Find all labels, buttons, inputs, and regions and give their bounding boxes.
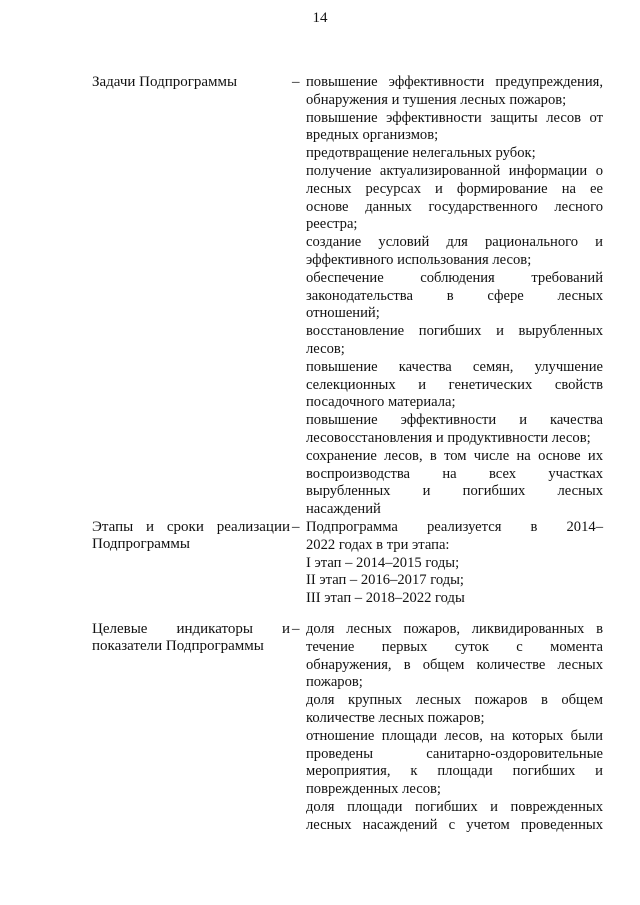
label-line: Задачи Подпрограммы [92, 74, 238, 90]
item-line: реестра; [306, 216, 358, 233]
list-item [306, 74, 603, 110]
list-item [306, 590, 603, 608]
item-line: проведены санитарно-оздоровительные [306, 745, 603, 762]
item-line: вырубленных и погибших лесных [306, 483, 603, 500]
item-line: обнаружения и тушения лесных пожаров; [306, 91, 567, 108]
item-line: доля крупных лесных пожаров в общем [306, 692, 603, 709]
item-line: отношение площади лесов, на которых были [306, 727, 603, 744]
section-label [92, 621, 290, 655]
item-line: мероприятия, к площади погибших и [306, 763, 603, 780]
item-line: предотвращение нелегальных рубок; [306, 145, 536, 162]
item-line: получение актуализированной информации о [306, 162, 603, 179]
item-line: лесовосстановления и продуктивности лесов; [306, 429, 591, 446]
list-item [306, 234, 603, 270]
list-item [306, 110, 603, 146]
item-line: доля лесных пожаров, ликвидированных в [306, 621, 603, 637]
item-line: повышение эффективности и качества [306, 412, 603, 429]
label-line: Этапы и сроки реализации [92, 519, 290, 535]
item-line: вредных организмов; [306, 127, 439, 144]
section-content [306, 621, 603, 835]
item-line: Подпрограмма реализуется в 2014– [306, 519, 603, 535]
item-line: лесных насаждений с учетом проведенных [306, 816, 603, 833]
item-line: основе данных государственного лесного [306, 198, 603, 215]
item-line: посадочного материала; [306, 394, 456, 411]
item-line: обеспечение соблюдения требований [306, 269, 603, 286]
list-item [306, 572, 603, 590]
item-line: II этап – 2016–2017 годы; [306, 572, 464, 589]
page-number: 14 [312, 10, 328, 26]
section-dash: – [292, 74, 300, 90]
item-line: повышение качества семян, улучшение [306, 358, 603, 375]
item-line: пожаров; [306, 674, 363, 691]
list-item [306, 519, 603, 555]
item-line: доля площади погибших и поврежденных [306, 798, 603, 815]
item-line: повышение эффективности предупреждения, [306, 74, 603, 90]
section-label [92, 519, 290, 553]
list-item [306, 145, 603, 163]
list-item [306, 555, 603, 573]
list-item [306, 163, 603, 234]
section-label [92, 74, 290, 91]
item-line: насаждений [306, 501, 381, 518]
item-line: селекционных и генетических свойств [306, 376, 603, 393]
item-line: создание условий для рационального и [306, 234, 603, 251]
item-line: повышение эффективности защиты лесов от [306, 109, 603, 126]
list-item [306, 799, 603, 835]
label-line: показатели Подпрограммы [92, 638, 264, 654]
item-line: 2022 годах в три этапа: [306, 536, 450, 553]
item-line: воспроизводства на всех участках [306, 465, 603, 482]
list-item [306, 448, 603, 519]
list-item [306, 412, 603, 448]
label-line: Подпрограммы [92, 536, 190, 552]
item-line: обнаружения, в общем количестве лесных [306, 656, 603, 673]
item-line: I этап – 2014–2015 годы; [306, 554, 460, 571]
list-item [306, 323, 603, 359]
list-item [306, 359, 603, 412]
item-line: эффективного использования лесов; [306, 251, 532, 268]
item-line: поврежденных лесов; [306, 781, 441, 798]
list-item [306, 270, 603, 323]
item-line: сохранение лесов, в том числе на основе их [306, 447, 603, 464]
section-content [306, 519, 603, 608]
item-line: лесных ресурсах и формирование на ее [306, 180, 603, 197]
item-line: восстановление погибших и вырубленных [306, 323, 603, 340]
item-line: количестве лесных пожаров; [306, 709, 485, 726]
list-item [306, 692, 603, 728]
section-dash: – [292, 621, 300, 637]
list-item [306, 728, 603, 799]
list-item [306, 621, 603, 692]
item-line: законодательства в сфере лесных [306, 287, 603, 304]
section-dash: – [292, 519, 300, 535]
item-line: течение первых суток с момента [306, 638, 603, 655]
item-line: лесов; [306, 340, 345, 357]
item-line: отношений; [306, 305, 380, 322]
label-line: Целевые индикаторы и [92, 621, 290, 637]
item-line: III этап – 2018–2022 годы [306, 590, 465, 607]
section-content [306, 74, 603, 519]
